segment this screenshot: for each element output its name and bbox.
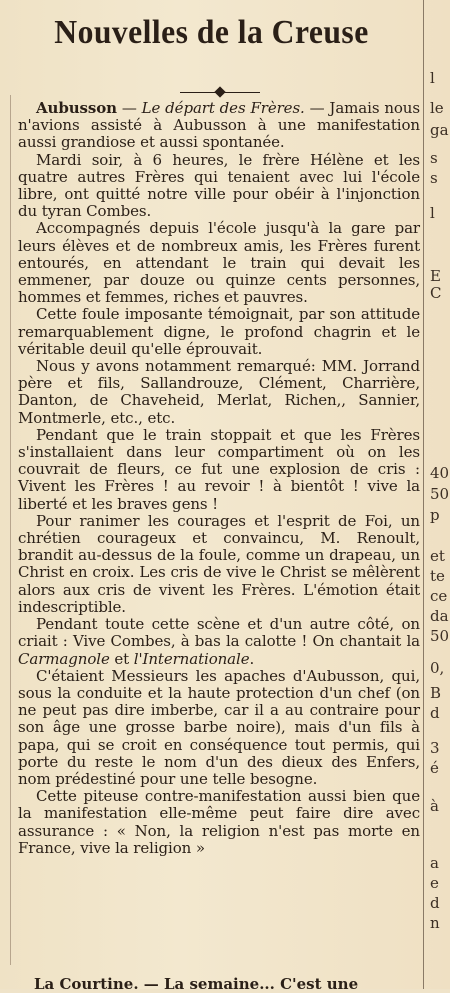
paragraph-lead: Aubusson — Le départ des Frères. — Jamais nous n'avions assisté à Aubusson à une manifestation aussi grandiose et aussi spontanée. [18,99,420,152]
adjacent-column-fragment: E [430,267,441,285]
paragraph: Pendant que le train stoppait et que les Frères s'installaient dans leur compartiment où on les couvrait de fleurs, ce fut une explosion de cris : Vivent les Frères ! au revoir ! à bientôt ! vive la liberté et les braves gens ! [18,425,420,513]
column-rule-left [10,95,11,965]
paragraph-text: Jamais nous n'avions assisté à Aubusson à une manifestation aussi grandiose et aussi spontanée. [18,99,420,152]
adjacent-column-fragment: 0, [430,659,445,677]
article-body [18,100,420,857]
adjacent-column-fragment: e [430,874,439,892]
adjacent-column-fragment: p [430,506,440,524]
adjacent-column-fragment: le [430,99,444,117]
paragraph: Cette piteuse contre-manifestation aussi bien que la manifestation elle-même peut faire dire avec assurance : « Non, la religion n'est pas morte en France, vive la religion » [18,787,420,857]
paragraph: Accompagnés depuis l'école jusqu'à la gare par leurs élèves et de nombreux amis, les Frères furent entourés, en attendant le train qui devait les emmener, par douze ou quinze cents personnes, hommes et femmes, riches et pauvres. [18,219,420,307]
adjacent-column-fragment: n [430,914,440,932]
adjacent-column-fragment: à [430,797,439,815]
subheading: Le départ des Frères. [141,99,305,117]
dateline-place: Aubusson [36,99,117,117]
paragraph: Mardi soir, à 6 heures, le frère Hélène et les quatre autres Frères qui tenaient avec lui l'école libre, ont quitté notre ville pour obéir à l'injonction du tyran Combes. [18,150,420,221]
song-title: l'Internationale [133,649,250,668]
paragraph: C'étaient Messieurs les apaches d'Aubusson, qui, sous la conduite et la haute protection d'un chef (on ne peut pas dire imberbe, car il a au contraire pour son âge une grosse barbe noire), mais d'un fils à papa, qui se croit en conséquence tout permis, qui porte du reste le nom d'un des dieux des Enfers, nom prédestiné pour une telle besogne. [18,666,420,788]
adjacent-column-fragment: l [430,69,435,87]
column-rule-right [423,0,424,989]
adjacent-column-fragment: te [430,567,445,585]
adjacent-column-fragment: C [430,284,442,302]
adjacent-column-fragment: ce [430,587,448,605]
adjacent-column-fragment: s [430,149,438,167]
adjacent-column-fragment: s [430,169,438,187]
adjacent-column-fragment: 50 [430,627,450,645]
adjacent-column-fragment: a [430,854,439,872]
adjacent-column-fragment: B [430,684,442,702]
adjacent-column-fragments [426,0,450,989]
paragraph: Pour ranimer les courages et l'esprit de Foi, un chrétien courageux et convaincu, M. Renoult, brandit au-dessus de la foule, comme un drapeau, un Christ en croix. Les cris de vive le Christ se mêlèrent alors aux cris de vivent les Frères. L'émotion était indescriptible. [18,511,420,616]
adjacent-column-fragment: 50 [430,485,450,503]
adjacent-column-fragment: 40 [430,464,450,482]
adjacent-column-fragment: 3 [430,739,440,757]
ornament-rule [180,88,260,98]
headline: Nouvelles de la Creuse [54,14,369,51]
adjacent-column-fragment: d [430,704,440,722]
adjacent-column-fragment: et [430,547,445,565]
next-article-heading: La Courtine. — La semaine... C'est une [34,975,359,993]
paragraph: Cette foule imposante témoignait, par son attitude remarquablement digne, le profond chagrin et le véritable deuil qu'elle éprouvait. [18,305,420,358]
adjacent-column-fragment: é [430,759,439,777]
paragraph: Nous y avons notamment remarqué: MM. Jorrand père et fils, Sallandrouze, Clément, Charrière, Danton, de Chaveheid, Merlat, Richen,, Sannier, Montmerle, etc., etc. [18,357,420,427]
adjacent-column-fragment: ga [430,121,449,139]
song-title: Carmagnole [18,649,110,668]
paragraph: Pendant toute cette scène et d'un autre côté, on criait : Vive Combes, à bas la calotte ! On chantait la Carmagnole et l'Internationale. [18,615,420,668]
adjacent-column-fragment: da [430,607,449,625]
adjacent-column-fragment: d [430,894,440,912]
adjacent-column-fragment: l [430,204,435,222]
